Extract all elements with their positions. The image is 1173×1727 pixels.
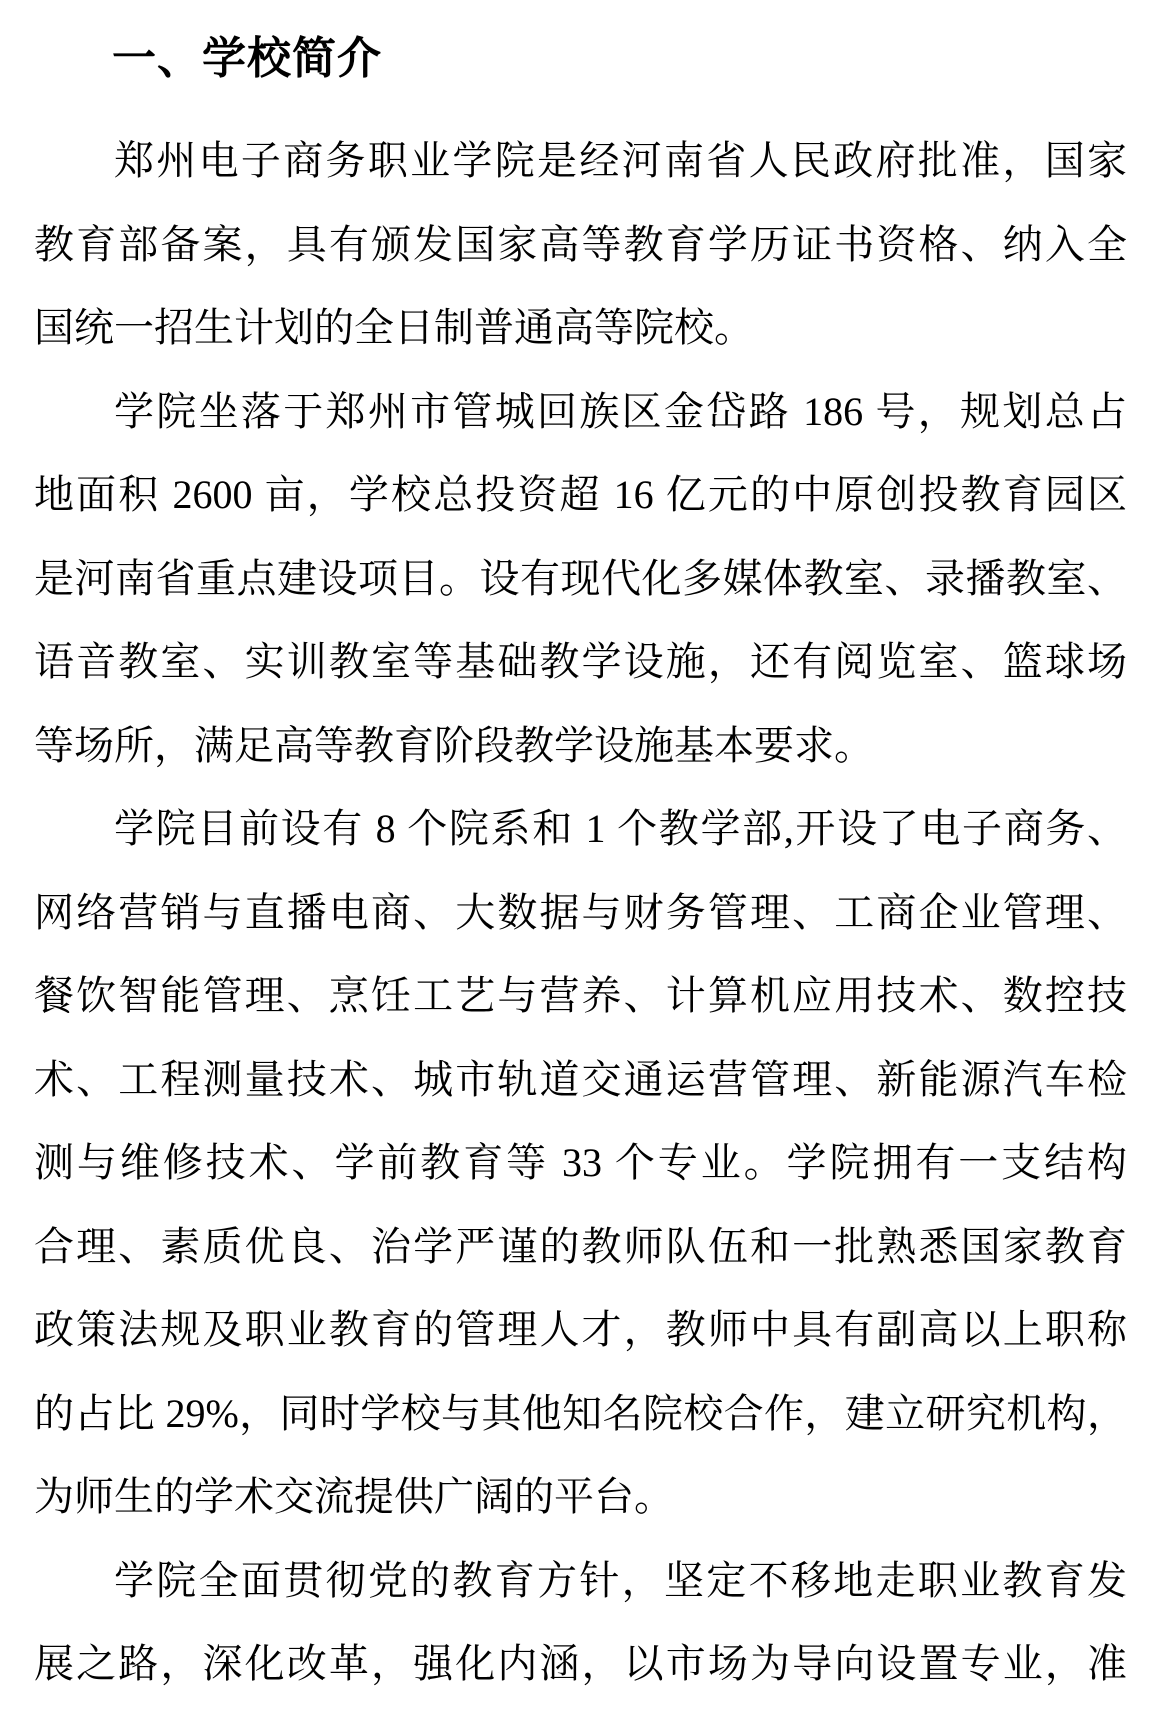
text-line: 术、工程测量技术、城市轨道交通运营管理、新能源汽车检 [34, 1056, 1127, 1102]
paragraph [34, 119, 1127, 370]
text-line: 测与维修技术、学前教育等 33 个专业。学院拥有一支结构 [34, 1140, 1127, 1185]
text-line: 学院坐落于郑州市管城回族区金岱路 186 号，规划总占 [114, 388, 1127, 434]
text-line: 学院全面贯彻党的教育方针，坚定不移地走职业教育发 [114, 1557, 1127, 1603]
text-line: 网络营销与直播电商、大数据与财务管理、工商企业管理、 [34, 889, 1127, 935]
text-line: 展之路，深化改革，强化内涵，以市场为导向设置专业，准 [34, 1641, 1127, 1686]
text-line: 学院目前设有 8 个院系和 1 个教学部,开设了电子商务、 [114, 806, 1127, 851]
paragraph [34, 370, 1127, 788]
document-body [34, 119, 1127, 1706]
text-line: 合理、素质优良、治学严谨的教师队伍和一批熟悉国家教育 [34, 1223, 1127, 1269]
text-line: 国统一招生计划的全日制普通高等院校。 [34, 305, 754, 350]
section-heading: 一、学校简介 [112, 34, 382, 83]
paragraph [34, 787, 1127, 1539]
text-line: 地面积 2600 亩，学校总投资超 16 亿元的中原创投教育园区 [34, 472, 1127, 517]
text-line: 郑州电子商务职业学院是经河南省人民政府批准，国家 [114, 138, 1127, 183]
text-line: 餐饮智能管理、烹饪工艺与营养、计算机应用技术、数控技 [34, 973, 1127, 1018]
text-line: 教育部备案，具有颁发国家高等教育学历证书资格、纳入全 [34, 221, 1127, 267]
text-line: 政策法规及职业教育的管理人才，教师中具有副高以上职称 [34, 1307, 1127, 1352]
text-line: 语音教室、实训教室等基础教学设施，还有阅览室、篮球场 [34, 639, 1127, 684]
text-line: 的占比 29%，同时学校与其他知名院校合作，建立研究机构， [34, 1390, 1127, 1436]
text-line: 等场所，满足高等教育阶段教学设施基本要求。 [34, 722, 874, 768]
paragraph [34, 1539, 1127, 1706]
text-line: 为师生的学术交流提供广阔的平台。 [34, 1474, 674, 1519]
text-line: 是河南省重点建设项目。设有现代化多媒体教室、录播教室、 [34, 555, 1127, 601]
